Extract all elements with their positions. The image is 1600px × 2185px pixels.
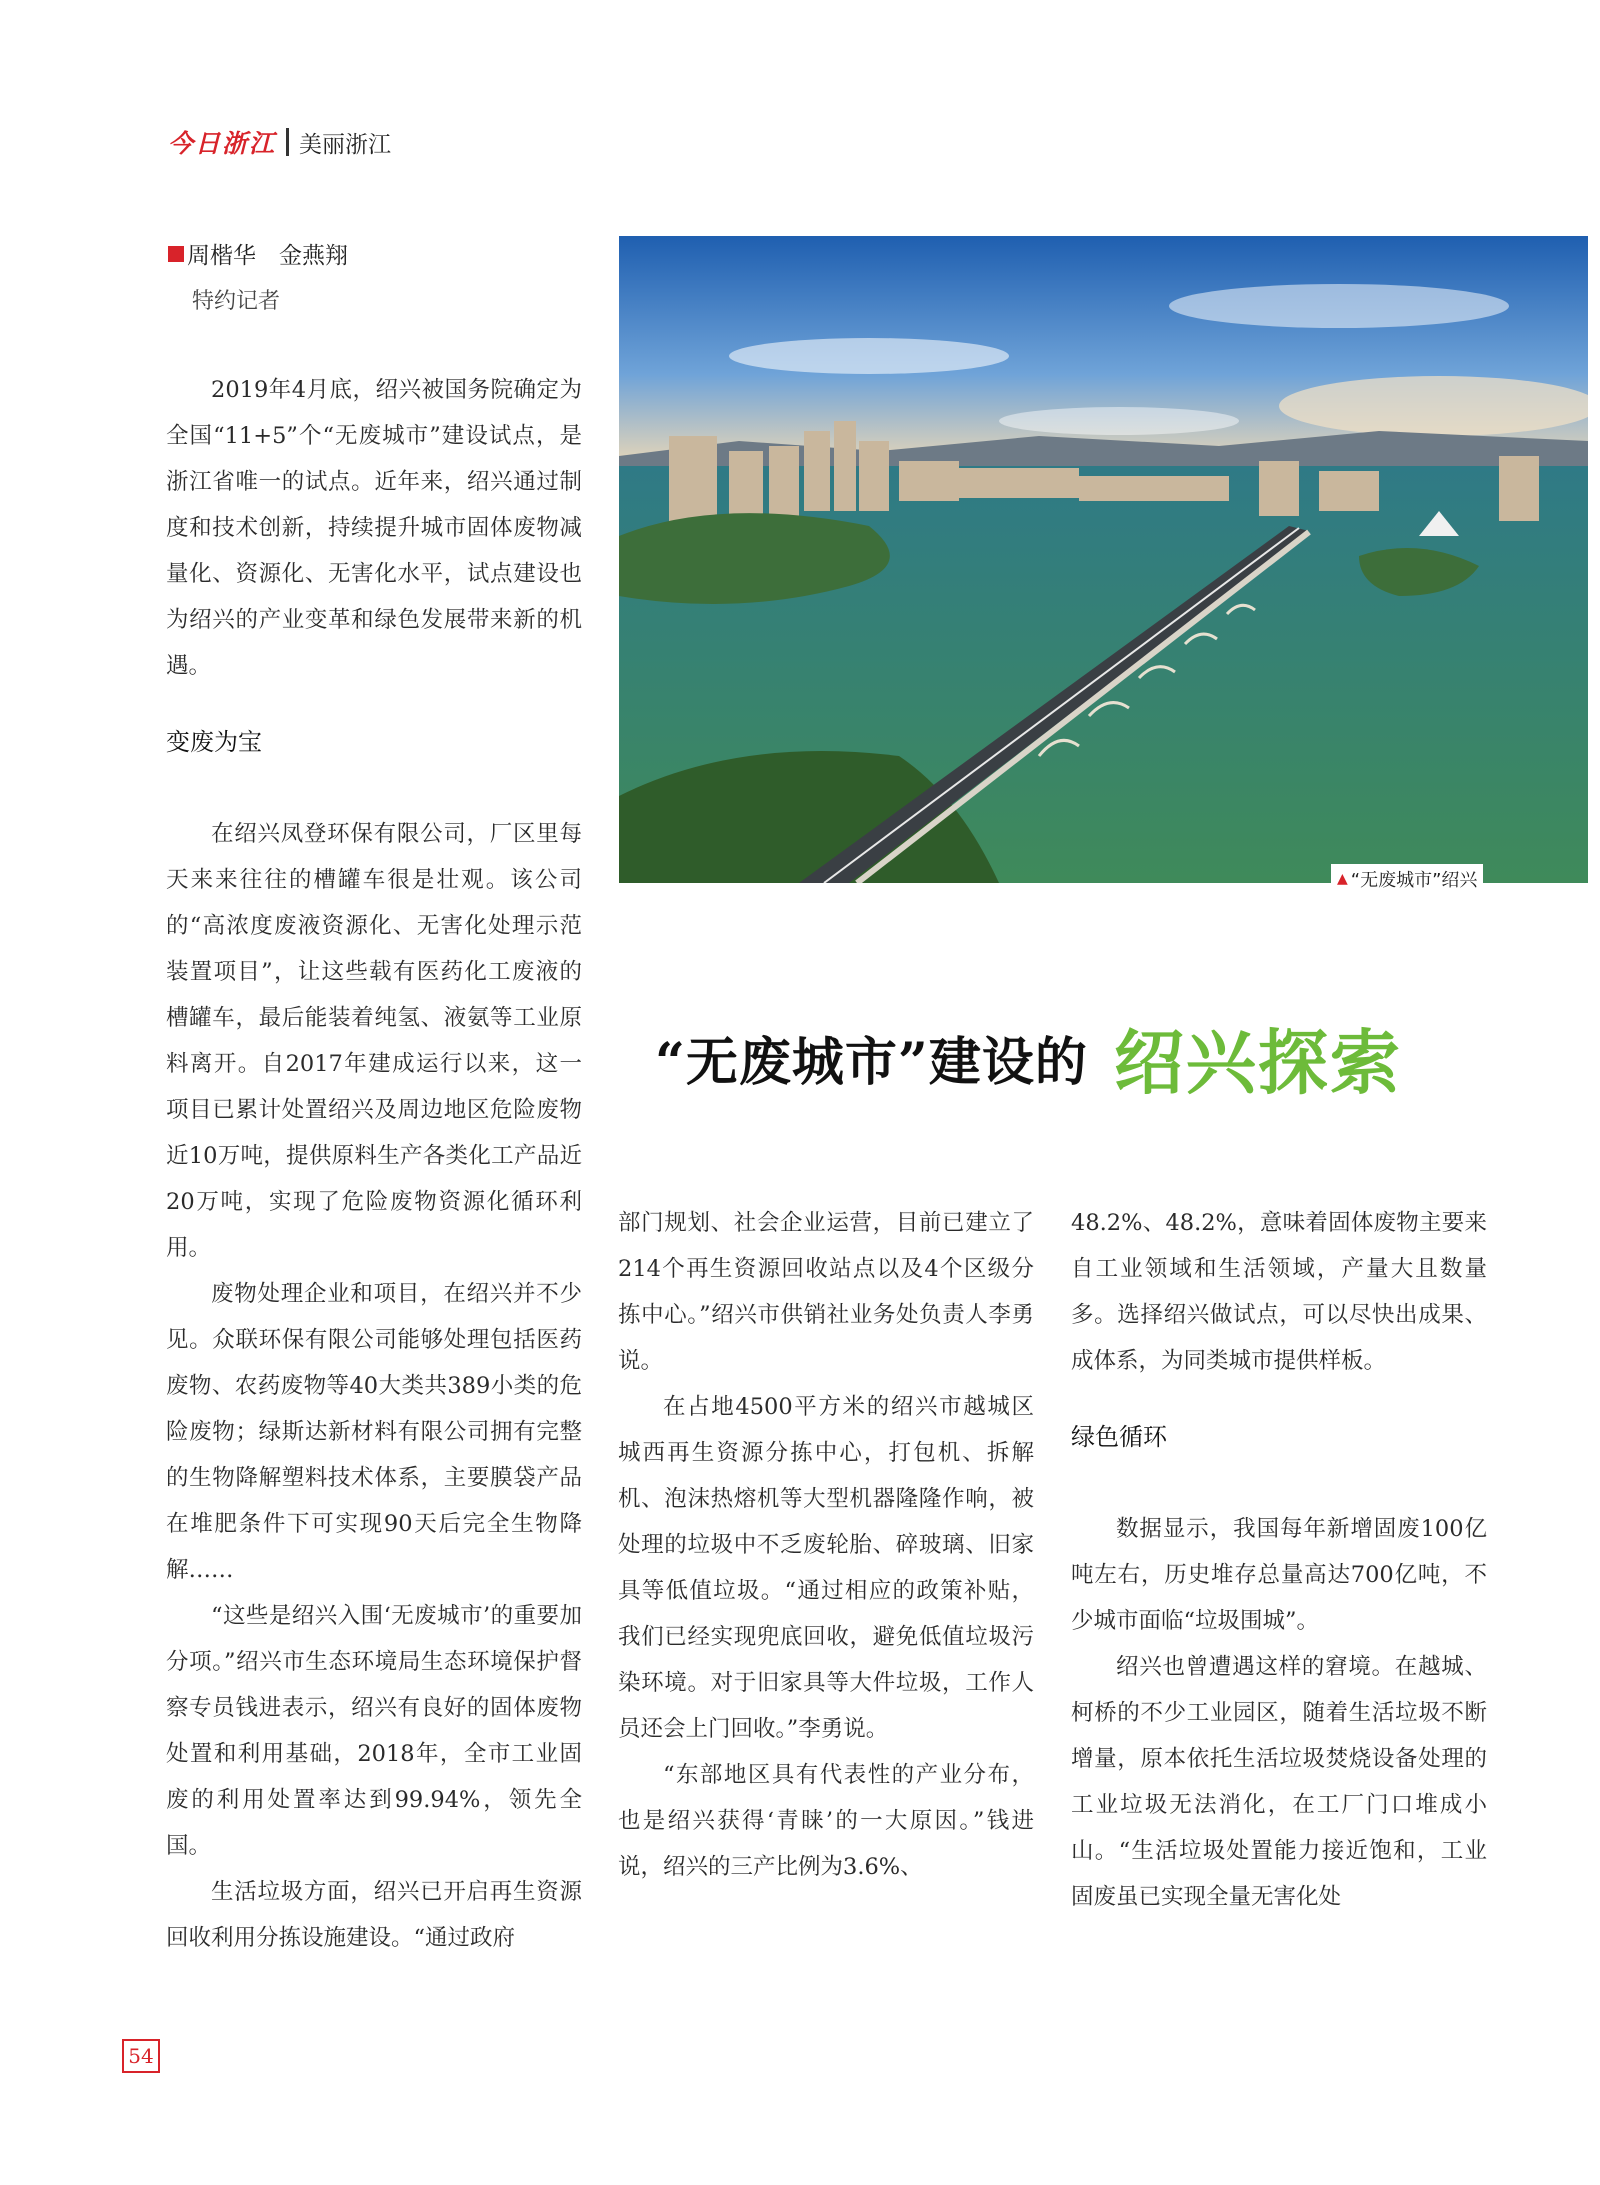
paragraph: 生活垃圾方面，绍兴已开启再生资源回收利用分拣设施建设。“通过政府 — [166, 1879, 582, 1951]
byline-role: 特约记者 — [192, 289, 281, 314]
paragraph: 数据显示，我国每年新增固废100亿吨左右，历史堆存总量高达700亿吨，不少城市面临“垃圾围城”。 — [1071, 1516, 1487, 1634]
article-title — [655, 1002, 1402, 1112]
text-column-3 — [1071, 1200, 1487, 1920]
byline-authors: 周楷华 金燕翔 — [187, 243, 348, 269]
paragraph: 2019年4月底，绍兴被国务院确定为全国“11+5”个“无废城市”建设试点，是浙江省唯一的试点。近年来，绍兴通过制度和技术创新，持续提升城市固体废物减量化、资源化、无害化水平，试点建设也为绍兴的产业变革和绿色发展带来新的机遇。 — [166, 377, 582, 679]
paragraph: 废物处理企业和项目，在绍兴并不少见。众联环保有限公司能够处理包括医药废物、农药废物等40大类共389小类的危险废物；绿斯达新材料有限公司拥有完整的生物降解塑料技术体系，主要膜袋产品在堆肥条件下可实现90天后完全生物降解…… — [166, 1281, 582, 1583]
title-accent: 绍兴探索 — [1113, 1021, 1402, 1104]
page-header — [168, 122, 391, 162]
text-column-1 — [166, 367, 582, 1961]
byline-marker-icon — [168, 246, 184, 262]
title-main: “无废城市”建设的 — [655, 1031, 1088, 1093]
lead-photo — [619, 236, 1588, 883]
caption-triangle-icon: ▲ — [1337, 871, 1348, 887]
caption-text: “无废城市”绍兴 — [1350, 870, 1478, 891]
paragraph: “东部地区具有代表性的产业分布，也是绍兴获得‘青睐’的一大原因。”钱进说，绍兴的三产比例为3.6%、 — [618, 1762, 1034, 1880]
header-divider — [286, 128, 289, 156]
paragraph: 48.2%、48.2%，意味着固体废物主要来自工业领域和生活领域，产量大且数量多。选择绍兴做试点，可以尽快出成果、成体系，为同类城市提供样板。 — [1071, 1210, 1487, 1374]
paragraph: 在占地4500平方米的绍兴市越城区城西再生资源分拣中心，打包机、拆解机、泡沫热熔机等大型机器隆隆作响，被处理的垃圾中不乏废轮胎、碎玻璃、旧家具等低值垃圾。“通过相应的政策补贴，我们已经实现兜底回收，避免低值垃圾污染环境。对于旧家具等大件垃圾，工作人员还会上门回收。”李勇说。 — [618, 1394, 1034, 1742]
page-number: 54 — [122, 2039, 160, 2073]
paragraph: 部门规划、社会企业运营，目前已建立了214个再生资源回收站点以及4个区级分拣中心。”绍兴市供销社业务处负责人李勇说。 — [618, 1210, 1034, 1374]
byline — [168, 237, 348, 270]
section-name: 美丽浙江 — [299, 131, 392, 158]
text-column-2 — [618, 1200, 1034, 1890]
photo-caption — [1331, 864, 1483, 894]
paragraph: 在绍兴凤登环保有限公司，厂区里每天来来往往的槽罐车很是壮观。该公司的“高浓度废液资源化、无害化处理示范装置项目”，让这些载有医药化工废液的槽罐车，最后能装着纯氢、液氨等工业原料离开。自2017年建成运行以来，这一项目已累计处置绍兴及周边地区危险废物近10万吨，提供原料生产各类化工产品近20万吨，实现了危险废物资源化循环利用。 — [166, 821, 582, 1261]
magazine-logo: 今日浙江 — [168, 129, 277, 158]
subheading: 变废为宝 — [166, 728, 262, 756]
paragraph: “这些是绍兴入围‘无废城市’的重要加分项。”绍兴市生态环境局生态环境保护督察专员钱进表示，绍兴有良好的固体废物处置和利用基础，2018年，全市工业固废的利用处置率达到99.94%，领先全国。 — [166, 1603, 582, 1859]
paragraph: 绍兴也曾遭遇这样的窘境。在越城、柯桥的不少工业园区，随着生活垃圾不断增量，原本依托生活垃圾焚烧设备处理的工业垃圾无法消化，在工厂门口堆成小山。“生活垃圾处置能力接近饱和，工业固废虽已实现全量无害化处 — [1071, 1654, 1487, 1910]
subheading: 绿色循环 — [1071, 1423, 1167, 1451]
